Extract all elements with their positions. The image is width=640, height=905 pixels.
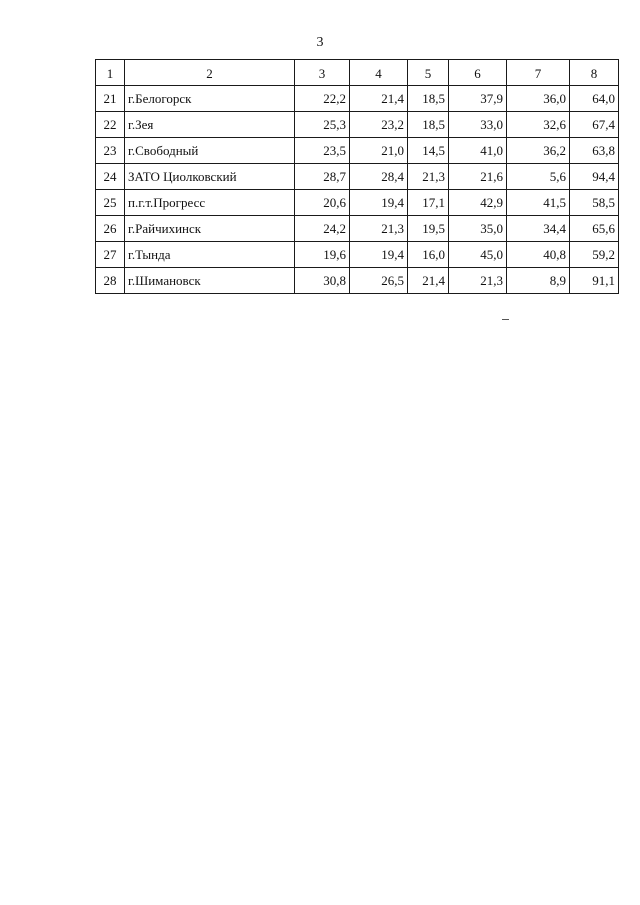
municipality-name: п.г.т.Прогресс	[125, 190, 295, 216]
value-cell: 21,4	[408, 268, 449, 294]
column-header: 8	[570, 60, 619, 86]
value-cell: 18,5	[408, 112, 449, 138]
value-cell: 41,5	[507, 190, 570, 216]
value-cell: 23,5	[295, 138, 350, 164]
value-cell: 8,9	[507, 268, 570, 294]
value-cell: 40,8	[507, 242, 570, 268]
municipality-name: г.Тында	[125, 242, 295, 268]
value-cell: 32,6	[507, 112, 570, 138]
value-cell: 28,7	[295, 164, 350, 190]
row-number: 23	[96, 138, 125, 164]
column-header: 5	[408, 60, 449, 86]
value-cell: 58,5	[570, 190, 619, 216]
stray-mark	[502, 319, 509, 320]
value-cell: 19,6	[295, 242, 350, 268]
value-cell: 21,3	[408, 164, 449, 190]
value-cell: 36,2	[507, 138, 570, 164]
data-table	[95, 59, 619, 294]
column-header: 6	[449, 60, 507, 86]
table-row	[96, 242, 619, 268]
value-cell: 20,6	[295, 190, 350, 216]
value-cell: 63,8	[570, 138, 619, 164]
row-number: 28	[96, 268, 125, 294]
page-number: 3	[316, 35, 324, 50]
value-cell: 36,0	[507, 86, 570, 112]
value-cell: 35,0	[449, 216, 507, 242]
table-row	[96, 138, 619, 164]
value-cell: 30,8	[295, 268, 350, 294]
value-cell: 19,5	[408, 216, 449, 242]
municipality-name: г.Зея	[125, 112, 295, 138]
value-cell: 41,0	[449, 138, 507, 164]
value-cell: 5,6	[507, 164, 570, 190]
row-number: 27	[96, 242, 125, 268]
value-cell: 19,4	[350, 242, 408, 268]
value-cell: 34,4	[507, 216, 570, 242]
value-cell: 21,3	[350, 216, 408, 242]
value-cell: 64,0	[570, 86, 619, 112]
value-cell: 21,4	[350, 86, 408, 112]
value-cell: 33,0	[449, 112, 507, 138]
column-header: 7	[507, 60, 570, 86]
municipality-name: г.Свободный	[125, 138, 295, 164]
value-cell: 21,0	[350, 138, 408, 164]
row-number: 24	[96, 164, 125, 190]
table-row	[96, 216, 619, 242]
column-header: 4	[350, 60, 408, 86]
value-cell: 16,0	[408, 242, 449, 268]
value-cell: 21,3	[449, 268, 507, 294]
row-number: 21	[96, 86, 125, 112]
value-cell: 26,5	[350, 268, 408, 294]
row-number: 22	[96, 112, 125, 138]
municipality-name: г.Белогорск	[125, 86, 295, 112]
column-header: 1	[96, 60, 125, 86]
municipality-name: г.Шимановск	[125, 268, 295, 294]
value-cell: 14,5	[408, 138, 449, 164]
row-number: 25	[96, 190, 125, 216]
value-cell: 18,5	[408, 86, 449, 112]
table-row	[96, 268, 619, 294]
value-cell: 21,6	[449, 164, 507, 190]
table-row	[96, 112, 619, 138]
table-row	[96, 164, 619, 190]
municipality-name: ЗАТО Циолковский	[125, 164, 295, 190]
value-cell: 45,0	[449, 242, 507, 268]
column-header: 3	[295, 60, 350, 86]
value-cell: 59,2	[570, 242, 619, 268]
value-cell: 22,2	[295, 86, 350, 112]
value-cell: 28,4	[350, 164, 408, 190]
value-cell: 94,4	[570, 164, 619, 190]
table-row	[96, 190, 619, 216]
value-cell: 67,4	[570, 112, 619, 138]
value-cell: 25,3	[295, 112, 350, 138]
header-row	[96, 60, 619, 86]
value-cell: 24,2	[295, 216, 350, 242]
value-cell: 65,6	[570, 216, 619, 242]
value-cell: 19,4	[350, 190, 408, 216]
table-row	[96, 86, 619, 112]
value-cell: 37,9	[449, 86, 507, 112]
value-cell: 17,1	[408, 190, 449, 216]
value-cell: 42,9	[449, 190, 507, 216]
value-cell: 91,1	[570, 268, 619, 294]
row-number: 26	[96, 216, 125, 242]
value-cell: 23,2	[350, 112, 408, 138]
column-header: 2	[125, 60, 295, 86]
municipality-name: г.Райчихинск	[125, 216, 295, 242]
